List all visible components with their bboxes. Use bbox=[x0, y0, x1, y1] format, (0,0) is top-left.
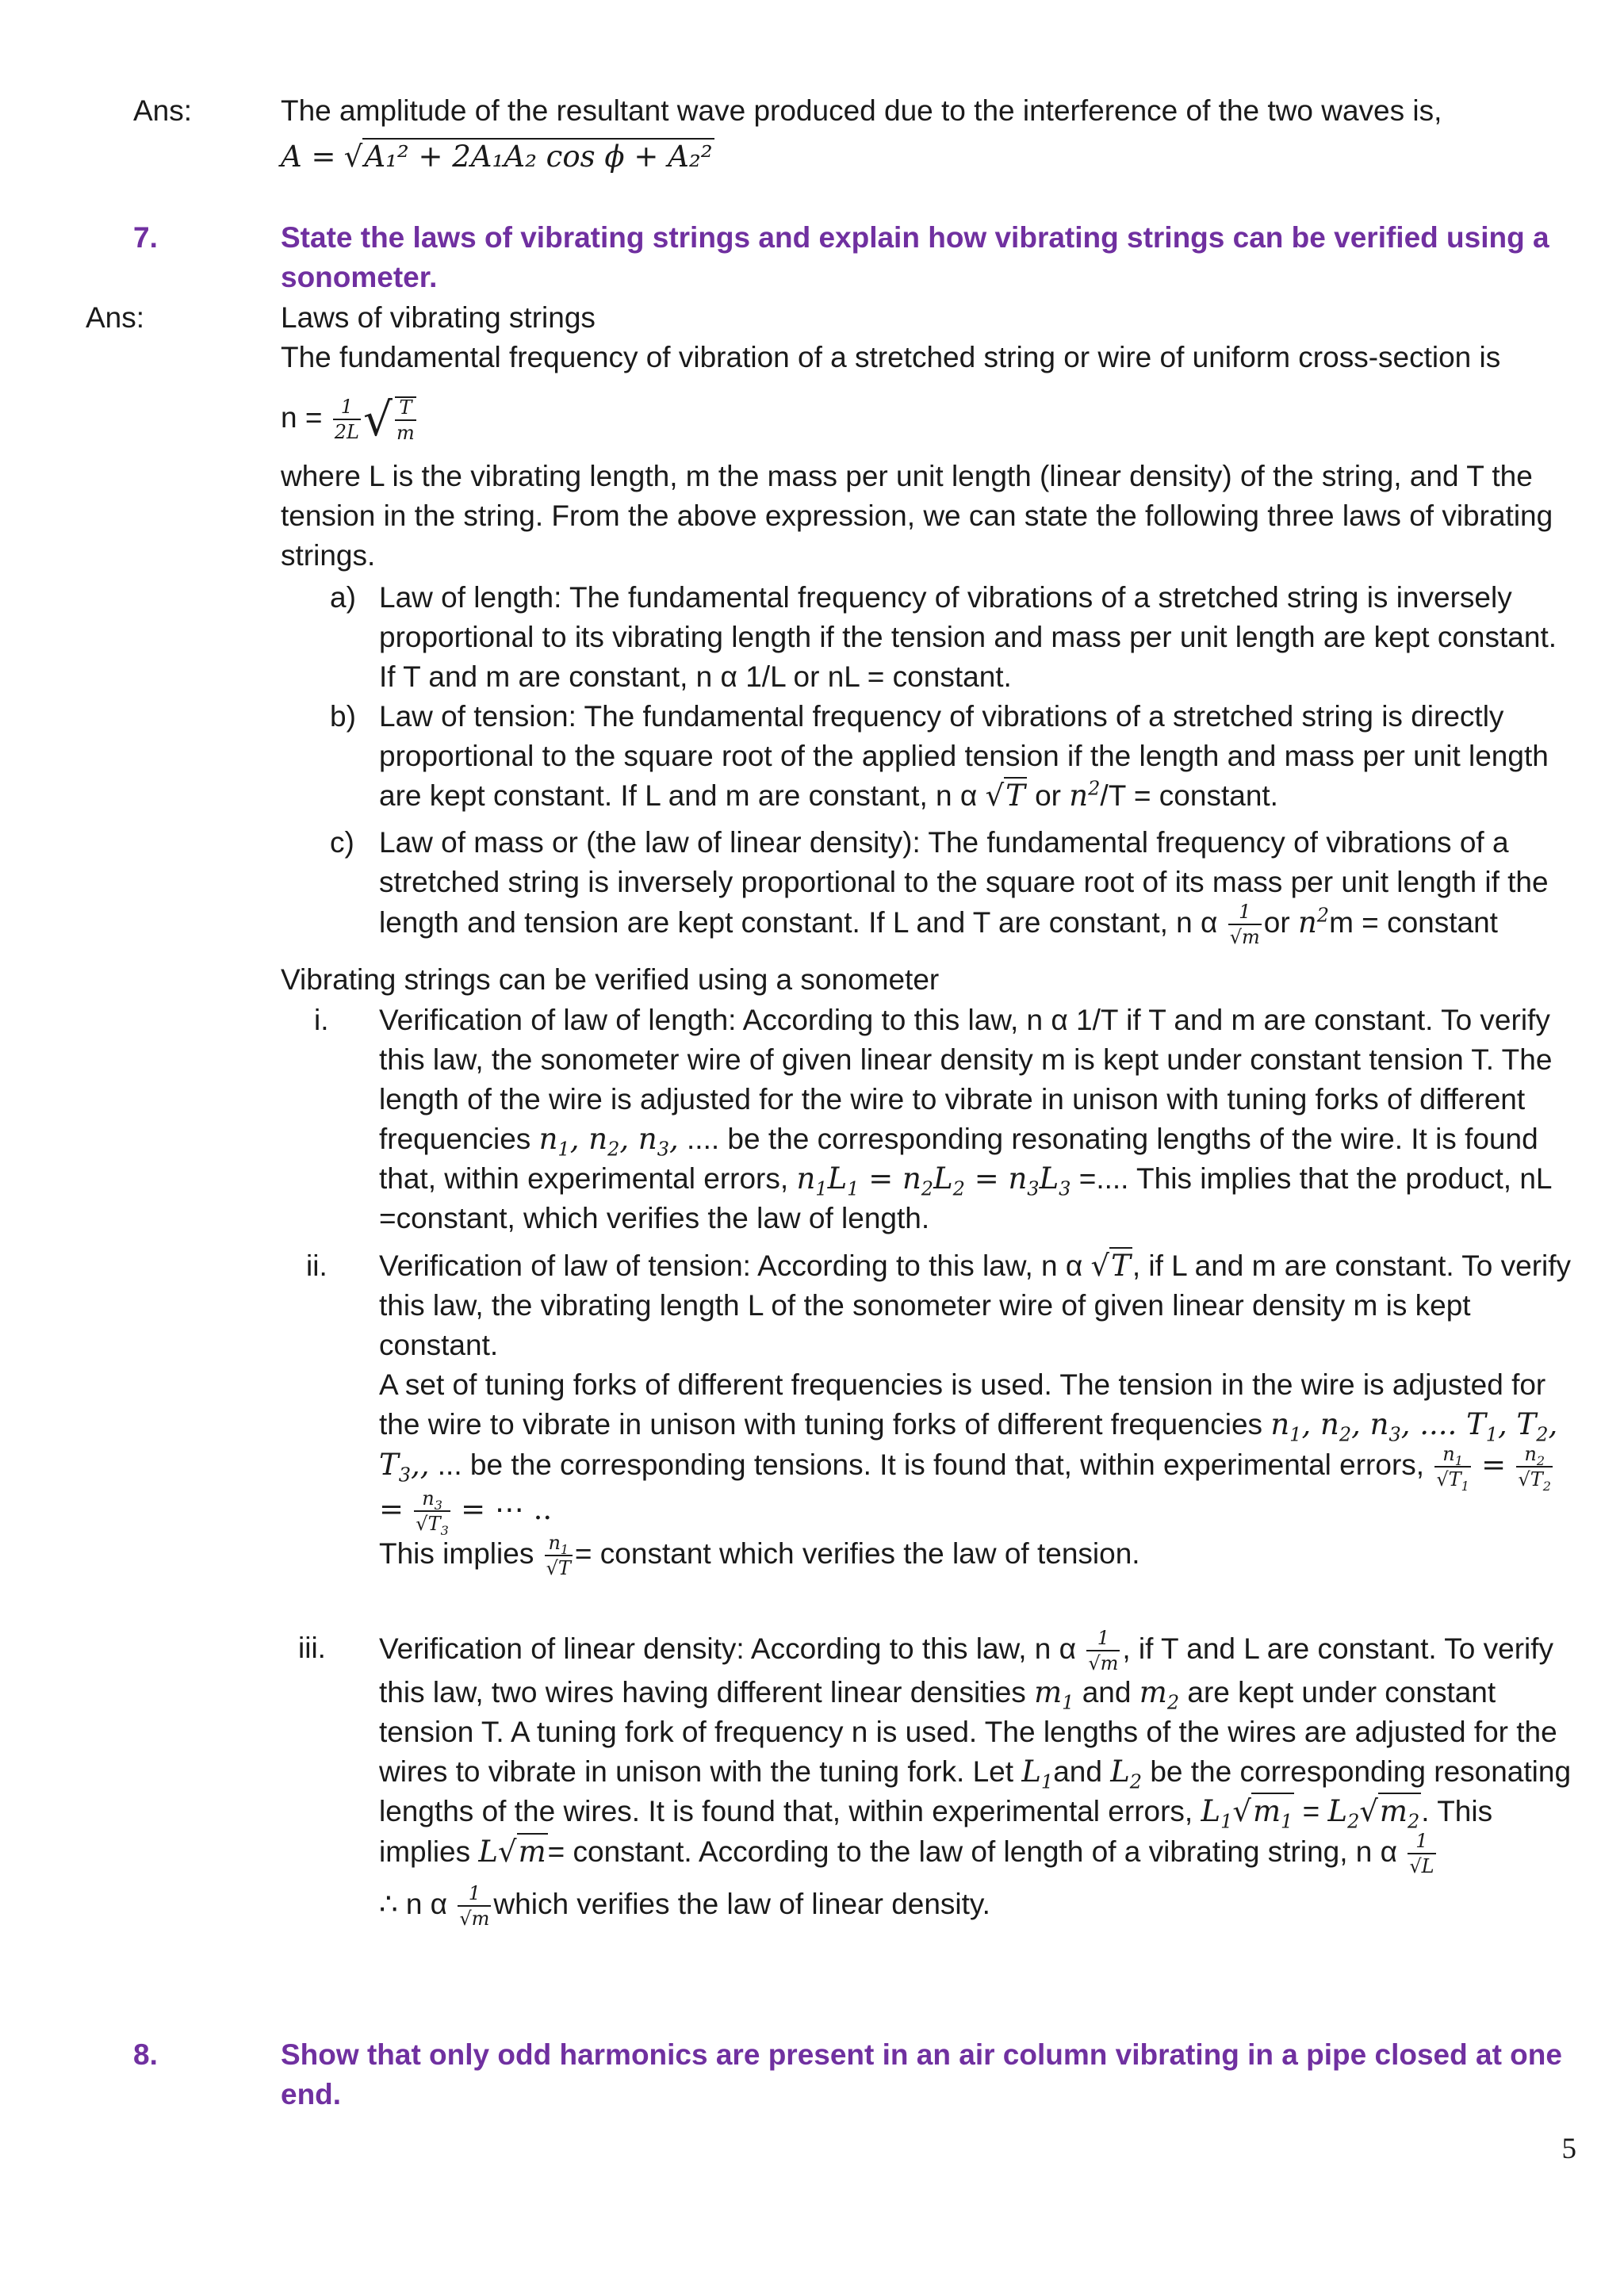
inv-sqrt-m-fraction: $\frac{1}{√m}$ bbox=[459, 1882, 490, 1930]
law-a-text: Law of length: The fundamental frequency of vibrations of a stretched string is inversely proportional to its vibrating length if the tension and mass per unit length are kept constant. If T and m are constant, n α 1/L or nL = constant. bbox=[379, 581, 1557, 693]
verify-iii-part-c: and bbox=[1082, 1676, 1132, 1709]
n2-over-sqrtT2: $\frac{n_2}{√T_2}$ bbox=[1518, 1443, 1551, 1494]
inv-sqrt-L-fraction: $\frac{1}{√L}$ bbox=[1409, 1830, 1434, 1877]
ans-label-6: Ans: bbox=[133, 94, 193, 127]
question-7-text: State the laws of vibrating strings and explain how vibrating strings can be verified using a sonometer. bbox=[281, 221, 1549, 293]
verify-ii-part-a: Verification of law of tension: According to this law, n α bbox=[379, 1249, 1083, 1282]
frac-den: 2L bbox=[333, 419, 361, 442]
n1-over-sqrtT: $\frac{n_1}{√T}$ bbox=[546, 1532, 571, 1579]
verify-iii-part-h: = constant. According to the law of length of a vibrating string, n α bbox=[547, 1835, 1398, 1868]
page-number: 5 bbox=[1561, 2133, 1576, 2165]
verify-iii-text: Verification of linear density: According to this law, n α $\frac{1}{√m}$ , if T and L are constant. To verify this law, two wires having different linear densities $m_1$ and $m_2$ are kept under constant tension T. A tuning fork of frequency n is used. The lengths of the wires are adjusted for the wires to vibrate in unison with the tuning fork. Let $L_1and$ $L_2$ be the corresponding resonating lengths of the wires. It is found that, within experimental errors, $L_1√m_1 = L_2√m_2$. This implies L√m= constant. According to the law of length of a vibrating string, n α $\frac{1}{√L}$ ∴ n α $\frac{1}{√m}$ which verifies the law of linear density. bbox=[379, 1628, 1576, 1928]
verify-iii-part-d: are kept under constant tension T. A tuning fork of frequency n is used. The lengths of the wires are adjusted for the wires to vibrate in unison with the tuning fork. Let bbox=[379, 1676, 1557, 1788]
root-fraction bbox=[395, 396, 416, 445]
sqrt-icon: √ bbox=[362, 392, 393, 447]
verify-iii-part-e: and bbox=[1053, 1755, 1102, 1788]
laws-paragraph: where L is the vibrating length, m the mass per unit length (linear density) of the string, and T the tension in the string. From the above expression, we can state the following three laws of vibrating strings. bbox=[281, 460, 1553, 572]
frequency-formula bbox=[281, 392, 419, 447]
verify-iii-part-a: Verification of linear density: According to this law, n α bbox=[379, 1632, 1077, 1665]
law-c-part-a: Law of mass or (the law of linear density): The fundamental frequency of vibrations of a stretched string is inversely proportional to the square root of its mass per unit length if the length and tension are kept constant. If L and T are constant, n α bbox=[379, 826, 1549, 939]
question-8-number: 8. bbox=[133, 2038, 158, 2071]
verify-iii-part-j: which verifies the law of linear density. bbox=[493, 1887, 990, 1920]
answer-6-line: The amplitude of the resultant wave produced due to the interference of the two waves is, bbox=[281, 94, 1442, 127]
laws-heading: Laws of vibrating strings bbox=[281, 301, 596, 334]
freq-lhs: n = bbox=[281, 401, 323, 434]
verify-heading: Vibrating strings can be verified using a sonometer bbox=[281, 963, 940, 996]
verify-iii-part-i: ∴ n α bbox=[379, 1887, 448, 1920]
law-a-label: a) bbox=[330, 581, 356, 614]
verify-ii-part-c: A set of tuning forks of different frequencies is used. The tension in the wire is adjusted for the wire to vibrate in unison with tuning forks of different frequencies bbox=[379, 1368, 1546, 1441]
verify-iii-part-f: be the corresponding resonating lengths of the wires. It is found that, within experimental errors, bbox=[379, 1755, 1572, 1827]
law-b-part-b: or bbox=[1035, 779, 1062, 812]
verify-iii-conclusion bbox=[379, 1884, 1576, 1928]
formula-lhs: A = bbox=[281, 140, 336, 174]
law-b-part-a: Law of tension: The fundamental frequency of vibrations of a stretched string is directly proportional to the square root of the applied tension if the length and mass per unit length are kept constant. If L and m are constant, n α bbox=[379, 700, 1549, 812]
question-8-text: Show that only odd harmonics are present in an air column vibrating in a pipe closed at one end. bbox=[281, 2038, 1562, 2110]
verify-ii-text: Verification of law of tension: According to this law, n α √T, if L and m are constant. To verify this law, the vibrating length L of the sonometer wire of given linear density m is kept constant. A set of tuning forks of different frequencies is used. The tension in the wire is adjusted for the wire to vibrate in unison with tuning forks of different frequencies $n_1$, $n_2$, $n_3$, .... $T_1$, $T_2$, $T_3$,, ... be the corresponding tensions. It is found that, within experimental errors, $\frac{n_1}{√T_1}$ = $\frac{n_2}{√T_2}$ = $\frac{n_3}{√T_3}$ = ⋯ .. This implies $\frac{n_1}{√T}$ = constant which verifies the law of tension. bbox=[379, 1246, 1576, 1578]
verify-iii-part-b: , if T and L are constant. To verify this law, two wires having different linear densities bbox=[379, 1632, 1554, 1709]
law-c-part-b: or bbox=[1263, 905, 1290, 939]
root-num: T bbox=[399, 396, 412, 419]
verify-i-part-a: Verification of law of length: According to this law, n α 1/T if T and m are constant. To verify this law, the sonometer wire of given linear density m is kept under constant tension T. The length of the wire is adjusted for the wire to vibrate in unison with tuning forks of different frequencies bbox=[379, 1004, 1553, 1155]
law-b-text: Law of tension: The fundamental frequency of vibrations of a stretched string is directly proportional to the square root of the applied tension if the length and mass per unit length are kept constant. If L and m are constant, n α √T or $n^2/T$ = constant. bbox=[379, 700, 1549, 813]
law-b-label: b) bbox=[330, 700, 356, 733]
n3-over-sqrtT3: $\frac{n_3}{√T_3}$ bbox=[416, 1487, 449, 1538]
verify-ii-implies bbox=[379, 1533, 1576, 1578]
law-c-label: c) bbox=[330, 826, 354, 859]
verify-ii-label: ii. bbox=[306, 1249, 327, 1282]
amplitude-formula bbox=[281, 137, 714, 177]
law-c-text: Law of mass or (the law of linear density): The fundamental frequency of vibrations of a stretched string is inversely proportional to the square root of its mass per unit length if the length and tension are kept constant. If L and T are constant, n α $\frac{1}{√m}$ or $n^2m$ = constant bbox=[379, 826, 1549, 948]
formula-rhs: A₁² + 2A₁A₂ cos ϕ + A₂² bbox=[364, 140, 713, 174]
verify-ii-part-d: ... be the corresponding tensions. It is found that, within experimental errors, bbox=[437, 1448, 1425, 1481]
verify-ii-part-b: , if L and m are constant. To verify this law, the vibrating length L of the sonometer wire of given linear density m is kept constant. bbox=[379, 1249, 1572, 1361]
verify-ii-part-f: = constant which verifies the law of tension. bbox=[574, 1536, 1140, 1570]
root-den: m bbox=[395, 419, 416, 442]
inv-sqrt-m-fraction: $\frac{1}{√m}$ bbox=[1088, 1627, 1119, 1674]
question-7-number: 7. bbox=[133, 221, 158, 254]
freq-fraction bbox=[333, 397, 361, 442]
ans-label-7: Ans: bbox=[86, 301, 145, 334]
law-c-part-c: m = constant bbox=[1329, 905, 1498, 939]
verify-ii-part-e: This implies bbox=[379, 1536, 534, 1570]
frac-num: 1 bbox=[340, 396, 353, 419]
inv-sqrt-m-fraction: $\frac{1}{√m}$ bbox=[1229, 901, 1260, 948]
verify-i-part-c: =.... This implies that the product, nL =constant, which verifies the law of length. bbox=[379, 1162, 1552, 1234]
verify-iii-label: iii. bbox=[298, 1632, 326, 1664]
n1-over-sqrtT1: $\frac{n_1}{√T_1}$ bbox=[1436, 1443, 1469, 1494]
verify-i-text: Verification of law of length: According to this law, n α 1/T if T and m are constant. To verify this law, the sonometer wire of given linear density m is kept under constant tension T. The length of the wire is adjusted for the wire to vibrate in unison with tuning forks of different frequencies $n_1$, $n_2$, $n_3$, .... be the corresponding resonating lengths of the wire. It is found that, within experimental errors, $n_1L_1 = n_2L_2 = n_3L_3$ =.... This implies that the product, nL =constant, which verifies the law of length. bbox=[379, 1004, 1553, 1234]
verify-i-label: i. bbox=[314, 1004, 329, 1036]
sqrt-icon: √ bbox=[343, 140, 363, 174]
verify-ii-para2: A set of tuning forks of different frequencies is used. The tension in the wire is adjusted for the wire to vibrate in unison with tuning forks of different frequencies $n_1$, $n_2$, $n_3$, .... $T_1$, $T_2$, $T_3$,, ... be the corresponding tensions. It is found that, within experimental errors, $\frac{n_1}{√T_1}$ = $\frac{n_2}{√T_2}$ = $\frac{n_3}{√T_3}$ = ⋯ .. bbox=[379, 1368, 1558, 1538]
sqrt-icon: √ bbox=[985, 779, 1005, 813]
law-b-part-c: /T = constant. bbox=[1100, 779, 1278, 812]
verify-i-part-b: .... be the corresponding resonating lengths of the wire. It is found that, within experimental errors, bbox=[379, 1123, 1538, 1195]
laws-intro: The fundamental frequency of vibration of a stretched string or wire of uniform cross-section is bbox=[281, 341, 1501, 373]
verify-iii-part-g: . This implies bbox=[379, 1795, 1493, 1868]
